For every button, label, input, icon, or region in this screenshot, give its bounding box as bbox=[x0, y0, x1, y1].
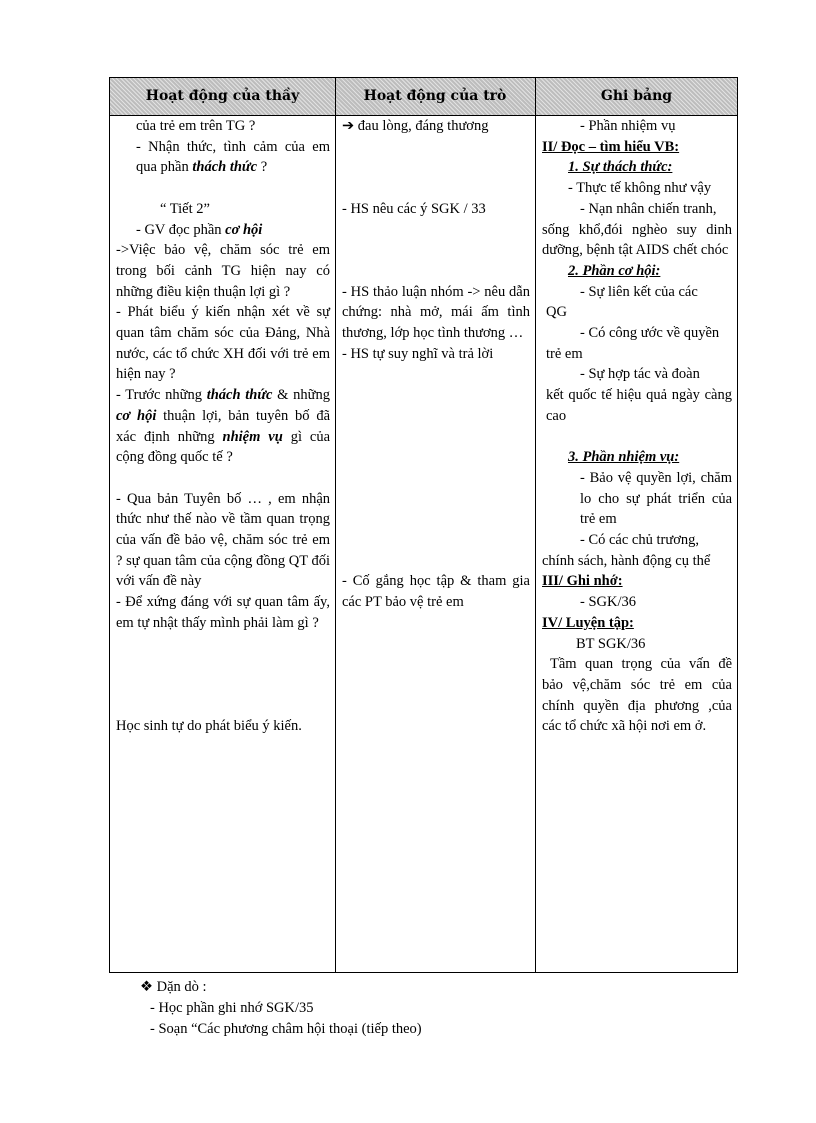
header-student-activity: Hoạt động của trò bbox=[363, 88, 507, 104]
question-text: - Phát biểu ý kiến nhận xét về sự quan tâm chăm sóc của Đảng, Nhà nước, các tổ chức XH đối với trẻ em hiện nay ? bbox=[116, 304, 330, 383]
lesson-period-heading: “ Tiết 2” bbox=[160, 200, 210, 217]
note-text: - Có các chủ trương, bbox=[580, 532, 700, 549]
homework-item: - Soạn “Các phương châm hội thoại (tiếp theo) bbox=[150, 1021, 422, 1037]
note-text: trẻ em bbox=[546, 345, 583, 362]
homework-title: ❖ Dặn dò : bbox=[140, 979, 207, 995]
note-text: - Thực tế không như vậy bbox=[568, 180, 712, 197]
table-header bbox=[110, 78, 737, 116]
text-line: của trẻ em trên TG ? bbox=[136, 118, 256, 134]
note-text: - Sự hợp tác và đoàn bbox=[580, 366, 700, 383]
note-text: kết quốc tế hiệu quả ngày càng cao bbox=[546, 387, 732, 424]
text-line: - Nhận thức, tình cảm của em qua phần thách thức ? bbox=[136, 138, 330, 176]
header-teacher-activity: Hoạt động của thầy bbox=[145, 88, 300, 104]
answer-text: - Cố gắng học tập & tham gia các PT bảo vệ trẻ em bbox=[342, 573, 530, 610]
section-heading: III/ Ghi nhớ: bbox=[542, 573, 623, 590]
teacher-activity-column bbox=[116, 116, 330, 737]
student-activity-column bbox=[342, 116, 530, 613]
text-line: - GV đọc phần cơ hội bbox=[136, 221, 263, 238]
section-heading: IV/ Luyện tập: bbox=[542, 614, 634, 631]
column-divider bbox=[335, 78, 336, 972]
note-text: Tầm quan trọng của vấn đề bảo vệ,chăm sóc trẻ em của chính quyền địa phương ,của các tổ chức xã hội nơi em ở. bbox=[542, 656, 732, 735]
answer-text: ➔ đau lòng, đáng thương bbox=[342, 118, 489, 134]
answer-text: - HS nêu các ý SGK / 33 bbox=[342, 200, 486, 217]
lesson-table bbox=[109, 77, 738, 973]
question-text: - Qua bản Tuyên bố … , em nhận thức như thế nào về tầm quan trọng của vấn đề bảo vệ, chăm sóc trẻ em ? sự quan tâm của cộng đồng QT đối với vấn đề này bbox=[116, 490, 330, 590]
homework-section bbox=[140, 977, 422, 1040]
answer-text: - HS tự suy nghĩ và trả lời bbox=[342, 345, 494, 362]
question-text: Học sinh tự do phát biểu ý kiến. bbox=[116, 718, 302, 735]
question-text: - Trước những thách thức & những cơ hội thuận lợi, bản tuyên bố đã xác định những nhiệm vụ gì của cộng đồng quốc tế ? bbox=[116, 387, 331, 466]
note-text: sống khổ,đói nghèo suy dinh dưỡng, bệnh tật AIDS chết chóc bbox=[542, 221, 732, 259]
section-heading: II/ Đọc – tìm hiểu VB: bbox=[542, 138, 680, 155]
question-text: - Để xứng đáng với sự quan tâm ấy, em tự nhật thấy mình phải làm gì ? bbox=[116, 594, 330, 631]
header-board-notes: Ghi bảng bbox=[600, 88, 673, 104]
note-text: - Có công ước về quyền bbox=[580, 325, 720, 342]
board-notes-column bbox=[542, 116, 732, 737]
note-text: QG bbox=[546, 304, 567, 321]
subsection-heading: 3. Phần nhiệm vụ: bbox=[568, 449, 680, 466]
note-text: - Sự liên kết của các bbox=[580, 283, 698, 300]
note-text: - Phần nhiệm vụ bbox=[580, 118, 676, 134]
question-text: ->Việc bảo vệ, chăm sóc trẻ em trong bối cảnh TG hiện nay có những điều kiện thuận lợi gì ? bbox=[116, 242, 330, 300]
note-text: - Bảo vệ quyền lợi, chăm lo cho sự phát triển của trẻ em bbox=[580, 469, 732, 528]
homework-item: - Học phần ghi nhớ SGK/35 bbox=[150, 1000, 314, 1016]
note-text: - SGK/36 bbox=[580, 594, 636, 611]
subsection-heading: 2. Phần cơ hội: bbox=[568, 262, 661, 279]
note-text: - Nạn nhân chiến tranh, bbox=[580, 200, 717, 217]
subsection-heading: 1. Sự thách thức: bbox=[568, 159, 673, 176]
note-text: BT SGK/36 bbox=[576, 635, 646, 652]
note-text: chính sách, hành động cụ thể bbox=[542, 552, 711, 569]
column-divider bbox=[535, 78, 536, 972]
answer-text: - HS thảo luận nhóm -> nêu dẫn chứng: nhà mở, mái ấm tình thương, lớp học tình thương … bbox=[342, 283, 530, 341]
